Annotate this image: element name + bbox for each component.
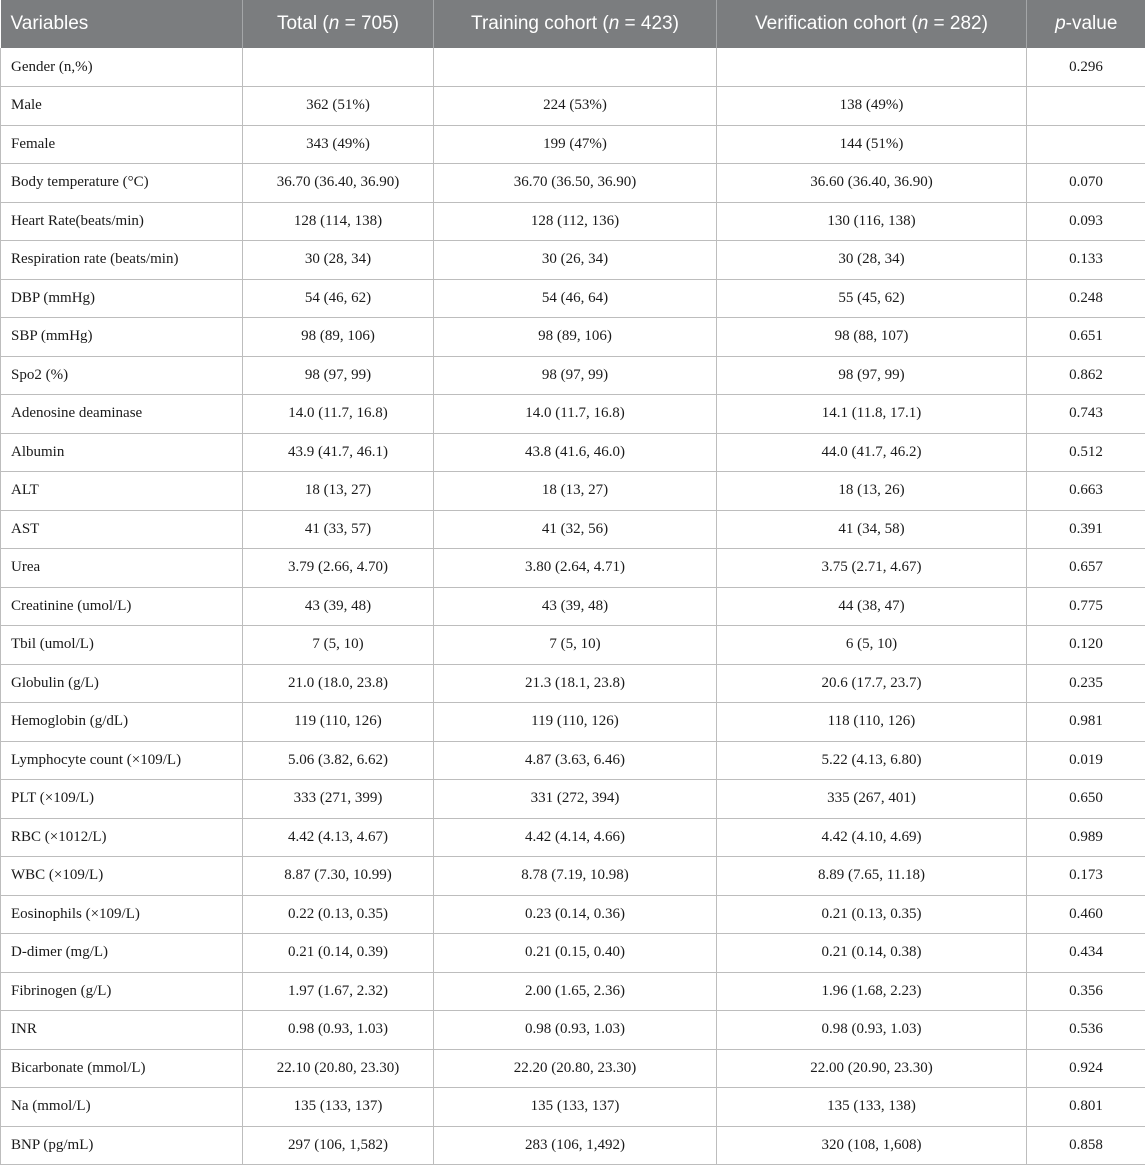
variable-cell: Gender (n,%) [1, 48, 243, 87]
table-row [1, 433, 1145, 472]
p-value-cell: 0.989 [1027, 818, 1145, 857]
total-cell: 1.97 (1.67, 2.32) [243, 972, 434, 1011]
variable-cell: Heart Rate(beats/min) [1, 202, 243, 241]
table-body [1, 48, 1145, 1165]
table-header [1, 0, 1145, 48]
table-row [1, 626, 1145, 665]
verification-cell [717, 48, 1027, 87]
variable-cell: Eosinophils (×109/L) [1, 895, 243, 934]
p-value-cell: 0.248 [1027, 279, 1145, 318]
total-cell: 333 (271, 399) [243, 780, 434, 819]
header-training-cohort [434, 0, 717, 48]
p-value-cell: 0.536 [1027, 1011, 1145, 1050]
training-cell: 4.42 (4.14, 4.66) [434, 818, 717, 857]
total-cell: 0.22 (0.13, 0.35) [243, 895, 434, 934]
training-cell: 98 (89, 106) [434, 318, 717, 357]
total-cell: 128 (114, 138) [243, 202, 434, 241]
table-row [1, 395, 1145, 434]
table-row [1, 510, 1145, 549]
total-cell: 43.9 (41.7, 46.1) [243, 433, 434, 472]
header-verification-n: n [918, 13, 929, 34]
training-cell: 135 (133, 137) [434, 1088, 717, 1127]
verification-cell: 98 (97, 99) [717, 356, 1027, 395]
p-value-cell: 0.801 [1027, 1088, 1145, 1127]
header-verification-cohort [717, 0, 1027, 48]
training-cell: 22.20 (20.80, 23.30) [434, 1049, 717, 1088]
verification-cell: 130 (116, 138) [717, 202, 1027, 241]
p-value-cell: 0.391 [1027, 510, 1145, 549]
p-value-cell: 0.120 [1027, 626, 1145, 665]
variable-cell: BNP (pg/mL) [1, 1126, 243, 1165]
training-cell: 98 (97, 99) [434, 356, 717, 395]
total-cell: 21.0 (18.0, 23.8) [243, 664, 434, 703]
header-row [1, 0, 1145, 48]
p-value-cell: 0.235 [1027, 664, 1145, 703]
verification-cell: 0.21 (0.13, 0.35) [717, 895, 1027, 934]
total-cell: 98 (89, 106) [243, 318, 434, 357]
header-total-suffix: = 705) [339, 13, 399, 34]
training-cell: 43 (39, 48) [434, 587, 717, 626]
table-row [1, 934, 1145, 973]
p-value-cell: 0.434 [1027, 934, 1145, 973]
table-row [1, 472, 1145, 511]
verification-cell: 98 (88, 107) [717, 318, 1027, 357]
training-cell: 43.8 (41.6, 46.0) [434, 433, 717, 472]
verification-cell: 0.21 (0.14, 0.38) [717, 934, 1027, 973]
total-cell: 3.79 (2.66, 4.70) [243, 549, 434, 588]
total-cell: 43 (39, 48) [243, 587, 434, 626]
variable-cell: INR [1, 1011, 243, 1050]
verification-cell: 41 (34, 58) [717, 510, 1027, 549]
total-cell: 135 (133, 137) [243, 1088, 434, 1127]
header-training-n: n [609, 13, 620, 34]
verification-cell: 8.89 (7.65, 11.18) [717, 857, 1027, 896]
p-value-cell: 0.650 [1027, 780, 1145, 819]
variable-cell: Respiration rate (beats/min) [1, 241, 243, 280]
variable-cell: Lymphocyte count (×109/L) [1, 741, 243, 780]
variable-cell: Creatinine (umol/L) [1, 587, 243, 626]
training-cell: 128 (112, 136) [434, 202, 717, 241]
total-cell: 41 (33, 57) [243, 510, 434, 549]
header-training-prefix: Training cohort ( [471, 13, 609, 34]
variable-cell: DBP (mmHg) [1, 279, 243, 318]
variable-cell: Bicarbonate (mmol/L) [1, 1049, 243, 1088]
table-row [1, 703, 1145, 742]
table-row [1, 356, 1145, 395]
variable-cell: Adenosine deaminase [1, 395, 243, 434]
variable-cell: PLT (×109/L) [1, 780, 243, 819]
p-value-cell: 0.070 [1027, 164, 1145, 203]
p-value-cell: 0.858 [1027, 1126, 1145, 1165]
table-row [1, 202, 1145, 241]
p-value-cell: 0.093 [1027, 202, 1145, 241]
verification-cell: 4.42 (4.10, 4.69) [717, 818, 1027, 857]
variable-cell: SBP (mmHg) [1, 318, 243, 357]
verification-cell: 320 (108, 1,608) [717, 1126, 1027, 1165]
table-row [1, 1126, 1145, 1165]
variable-cell: Globulin (g/L) [1, 664, 243, 703]
verification-cell: 118 (110, 126) [717, 703, 1027, 742]
header-verification-suffix: = 282) [928, 13, 988, 34]
training-cell: 41 (32, 56) [434, 510, 717, 549]
training-cell: 36.70 (36.50, 36.90) [434, 164, 717, 203]
p-value-cell: 0.651 [1027, 318, 1145, 357]
p-value-cell: 0.924 [1027, 1049, 1145, 1088]
variable-cell: RBC (×1012/L) [1, 818, 243, 857]
variable-cell: Body temperature (°C) [1, 164, 243, 203]
p-value-cell: 0.356 [1027, 972, 1145, 1011]
training-cell: 8.78 (7.19, 10.98) [434, 857, 717, 896]
training-cell: 4.87 (3.63, 6.46) [434, 741, 717, 780]
total-cell: 119 (110, 126) [243, 703, 434, 742]
header-total [243, 0, 434, 48]
table-row [1, 164, 1145, 203]
training-cell: 0.98 (0.93, 1.03) [434, 1011, 717, 1050]
variable-cell: Female [1, 125, 243, 164]
verification-cell: 3.75 (2.71, 4.67) [717, 549, 1027, 588]
verification-cell: 18 (13, 26) [717, 472, 1027, 511]
total-cell: 14.0 (11.7, 16.8) [243, 395, 434, 434]
table-row [1, 857, 1145, 896]
total-cell: 22.10 (20.80, 23.30) [243, 1049, 434, 1088]
header-p-suffix: -value [1066, 13, 1118, 34]
table-row [1, 48, 1145, 87]
variable-cell: Hemoglobin (g/dL) [1, 703, 243, 742]
training-cell: 30 (26, 34) [434, 241, 717, 280]
verification-cell: 44.0 (41.7, 46.2) [717, 433, 1027, 472]
training-cell: 18 (13, 27) [434, 472, 717, 511]
table-row [1, 1011, 1145, 1050]
table-row [1, 895, 1145, 934]
verification-cell: 14.1 (11.8, 17.1) [717, 395, 1027, 434]
verification-cell: 144 (51%) [717, 125, 1027, 164]
header-p-value [1027, 0, 1145, 48]
variable-cell: D-dimer (mg/L) [1, 934, 243, 973]
p-value-cell: 0.775 [1027, 587, 1145, 626]
total-cell: 0.21 (0.14, 0.39) [243, 934, 434, 973]
training-cell: 7 (5, 10) [434, 626, 717, 665]
variable-cell: WBC (×109/L) [1, 857, 243, 896]
table-row [1, 1088, 1145, 1127]
header-verification-prefix: Verification cohort ( [755, 13, 918, 34]
header-total-prefix: Total ( [277, 13, 329, 34]
verification-cell: 22.00 (20.90, 23.30) [717, 1049, 1027, 1088]
p-value-cell: 0.296 [1027, 48, 1145, 87]
total-cell: 54 (46, 62) [243, 279, 434, 318]
p-value-cell: 0.019 [1027, 741, 1145, 780]
table-row [1, 279, 1145, 318]
training-cell: 199 (47%) [434, 125, 717, 164]
total-cell: 30 (28, 34) [243, 241, 434, 280]
variable-cell: Na (mmol/L) [1, 1088, 243, 1127]
p-value-cell: 0.512 [1027, 433, 1145, 472]
table-row [1, 664, 1145, 703]
verification-cell: 0.98 (0.93, 1.03) [717, 1011, 1027, 1050]
table-row [1, 549, 1145, 588]
table-row [1, 818, 1145, 857]
header-variables [1, 0, 243, 48]
table-row [1, 87, 1145, 126]
p-value-cell: 0.981 [1027, 703, 1145, 742]
p-value-cell [1027, 125, 1145, 164]
table-row [1, 587, 1145, 626]
p-value-cell: 0.663 [1027, 472, 1145, 511]
table-row [1, 741, 1145, 780]
total-cell: 297 (106, 1,582) [243, 1126, 434, 1165]
table-row [1, 318, 1145, 357]
total-cell: 362 (51%) [243, 87, 434, 126]
total-cell: 343 (49%) [243, 125, 434, 164]
variable-cell: Urea [1, 549, 243, 588]
p-value-cell: 0.173 [1027, 857, 1145, 896]
table-row [1, 972, 1145, 1011]
p-value-cell: 0.133 [1027, 241, 1145, 280]
training-cell: 21.3 (18.1, 23.8) [434, 664, 717, 703]
header-training-suffix: = 423) [619, 13, 679, 34]
total-cell: 0.98 (0.93, 1.03) [243, 1011, 434, 1050]
p-value-cell: 0.743 [1027, 395, 1145, 434]
training-cell [434, 48, 717, 87]
verification-cell: 55 (45, 62) [717, 279, 1027, 318]
verification-cell: 5.22 (4.13, 6.80) [717, 741, 1027, 780]
total-cell: 4.42 (4.13, 4.67) [243, 818, 434, 857]
training-cell: 0.21 (0.15, 0.40) [434, 934, 717, 973]
variable-cell: ALT [1, 472, 243, 511]
total-cell: 98 (97, 99) [243, 356, 434, 395]
table-row [1, 125, 1145, 164]
header-variables-label: Variables [11, 13, 89, 34]
p-value-cell: 0.460 [1027, 895, 1145, 934]
p-value-cell: 0.862 [1027, 356, 1145, 395]
variable-cell: Fibrinogen (g/L) [1, 972, 243, 1011]
training-cell: 14.0 (11.7, 16.8) [434, 395, 717, 434]
total-cell: 36.70 (36.40, 36.90) [243, 164, 434, 203]
variable-cell: Male [1, 87, 243, 126]
verification-cell: 1.96 (1.68, 2.23) [717, 972, 1027, 1011]
training-cell: 3.80 (2.64, 4.71) [434, 549, 717, 588]
training-cell: 0.23 (0.14, 0.36) [434, 895, 717, 934]
variable-cell: Tbil (umol/L) [1, 626, 243, 665]
variable-cell: Spo2 (%) [1, 356, 243, 395]
training-cell: 331 (272, 394) [434, 780, 717, 819]
table-row [1, 1049, 1145, 1088]
training-cell: 2.00 (1.65, 2.36) [434, 972, 717, 1011]
total-cell: 7 (5, 10) [243, 626, 434, 665]
table-row [1, 241, 1145, 280]
p-value-cell [1027, 87, 1145, 126]
header-p-italic: p [1055, 13, 1066, 34]
header-total-n: n [329, 13, 340, 34]
total-cell: 8.87 (7.30, 10.99) [243, 857, 434, 896]
verification-cell: 30 (28, 34) [717, 241, 1027, 280]
training-cell: 283 (106, 1,492) [434, 1126, 717, 1165]
verification-cell: 335 (267, 401) [717, 780, 1027, 819]
total-cell: 18 (13, 27) [243, 472, 434, 511]
p-value-cell: 0.657 [1027, 549, 1145, 588]
verification-cell: 44 (38, 47) [717, 587, 1027, 626]
table-row [1, 780, 1145, 819]
training-cell: 224 (53%) [434, 87, 717, 126]
total-cell [243, 48, 434, 87]
verification-cell: 135 (133, 138) [717, 1088, 1027, 1127]
training-cell: 119 (110, 126) [434, 703, 717, 742]
verification-cell: 6 (5, 10) [717, 626, 1027, 665]
variable-cell: Albumin [1, 433, 243, 472]
total-cell: 5.06 (3.82, 6.62) [243, 741, 434, 780]
training-cell: 54 (46, 64) [434, 279, 717, 318]
variable-cell: AST [1, 510, 243, 549]
verification-cell: 20.6 (17.7, 23.7) [717, 664, 1027, 703]
verification-cell: 138 (49%) [717, 87, 1027, 126]
verification-cell: 36.60 (36.40, 36.90) [717, 164, 1027, 203]
